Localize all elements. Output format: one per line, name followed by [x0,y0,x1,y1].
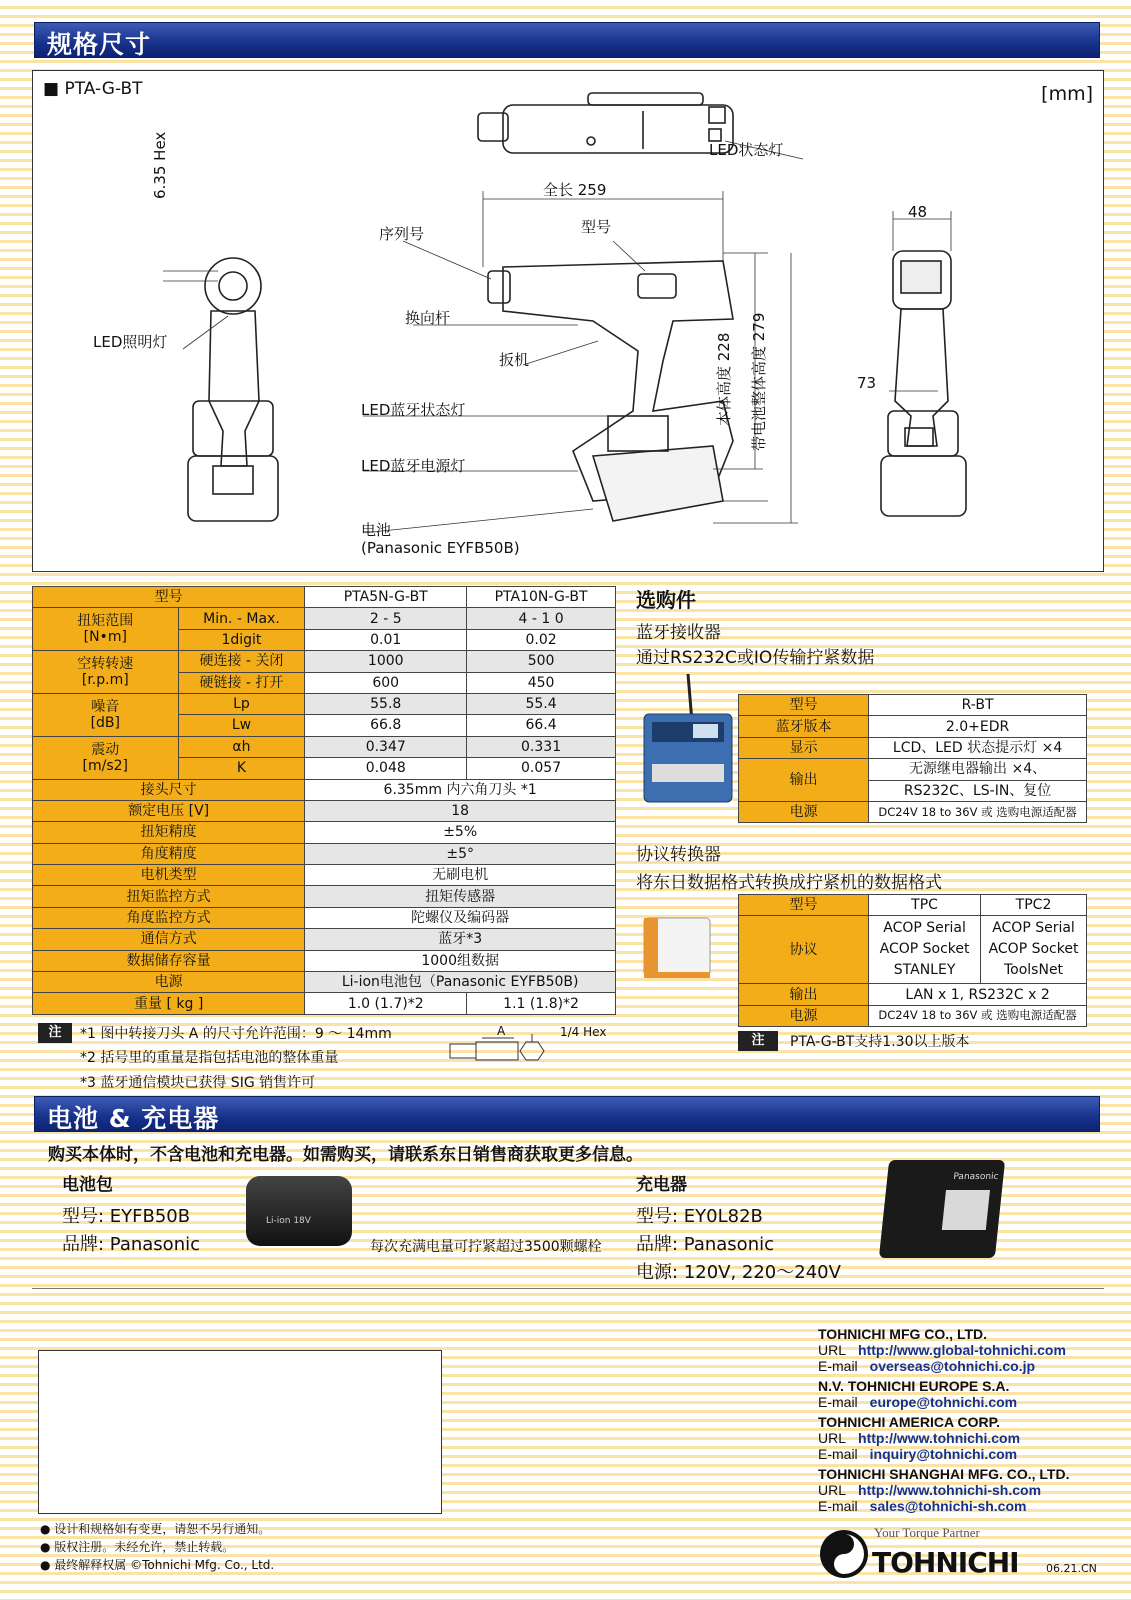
battery-pack-desc: 每次充满电量可拧紧超过3500颗螺栓 [370,1239,602,1255]
url-japan[interactable]: http://www.global-tohnichi.com [858,1342,1066,1358]
table-cell: LCD、LED 状态提示灯 ×4 [869,737,1087,758]
table-cell: 扭矩范围 [N•m] [33,608,179,651]
table-cell: 蓝牙*3 [305,929,616,950]
table-cell: 无刷电机 [305,865,616,886]
email-europe[interactable]: europe@tohnichi.com [869,1394,1018,1410]
table-cell: 1.0 (1.7)*2 [305,993,467,1014]
table-cell: ±5% [305,822,616,843]
table-cell: 输出 [739,984,869,1005]
converter-table [738,894,1087,1027]
dim-width: 48 [908,203,928,221]
table-cell: 扭矩监控方式 [33,886,305,907]
bit-label-hex: 1/4 Hex [560,1025,607,1039]
table-cell: DC24V 18 to 36V 或 选购电源适配器 [869,801,1087,822]
dealer-stamp-box [38,1350,442,1514]
callout-serial: 序列号 [379,225,425,243]
charger-model: 型号: EY0L82B [636,1206,763,1227]
callout-bt-status: LED蓝牙状态灯 [361,401,466,419]
options-title: 选购件 [636,588,696,612]
table-cell: 55.8 [305,693,467,714]
table-cell: 4 - 1 0 [467,608,616,629]
email-shanghai[interactable]: sales@tohnichi-sh.com [869,1498,1027,1514]
dim-length: 全长 259 [543,181,607,199]
table-cell: 输出 [739,759,869,802]
table-cell: 66.4 [467,715,616,736]
table-cell: 陀螺仪及编码器 [305,907,616,928]
charger-brand: 品牌: Panasonic [636,1234,774,1255]
th-model: 型号 [33,587,305,608]
callout-battery: 电池 [361,521,392,539]
table-cell: ±5° [305,843,616,864]
tool-drawing [33,71,1103,571]
note-1: *1 图中转接刀头 A 的尺寸允许范围：9 ～ 14mm [80,1026,392,1042]
table-cell: 450 [467,672,616,693]
battery-pack-model: 型号: EYFB50B [62,1206,191,1227]
dim-height: 本体高度 228 [715,332,733,426]
table-cell: 电源 [739,801,869,822]
table-cell: 空转转速 [r.p.m] [33,651,179,694]
spec-section-header: 规格尺寸 [34,22,1100,58]
footer-note-1: ● 设计和规格如有变更，请恕不另行通知。 [40,1522,271,1536]
doc-code: 06.21.CN [1046,1562,1097,1575]
dim-73: 73 [857,374,877,392]
table-cell: 1digit [178,629,305,650]
table-cell: 角度监控方式 [33,907,305,928]
table-cell: 角度精度 [33,843,305,864]
table-cell: 600 [305,672,467,693]
table-cell: 震动 [m/s2] [33,736,179,779]
table-cell: 1000 [305,651,467,672]
table-cell: 扭矩精度 [33,822,305,843]
tagline: Your Torque Partner [874,1525,980,1540]
table-cell: 型号 [739,695,869,716]
options-note-tag: 注 [738,1031,778,1051]
table-cell: 显示 [739,737,869,758]
table-cell: 6.35mm 内六角刀头 *1 [305,779,616,800]
url-america[interactable]: http://www.tohnichi.com [858,1430,1021,1446]
divider [32,1288,1104,1289]
note-3: *3 蓝牙通信模块已获得 SIG 销售许可 [80,1075,316,1091]
battery-pack-title: 电池包 [62,1175,113,1195]
table-cell: TPC [869,895,981,916]
footer-note-2: ● 版权注册。未经允许，禁止转载。 [40,1540,235,1554]
table-cell: 无源继电器输出 ×4、 [869,759,1087,780]
table-cell: 协议 [739,916,869,984]
table-cell: 型号 [739,895,869,916]
table-cell: 蓝牙版本 [739,716,869,737]
charger-image: Panasonic [879,1160,1005,1258]
table-cell: 1000组数据 [305,950,616,971]
url-shanghai[interactable]: http://www.tohnichi-sh.com [858,1482,1042,1498]
converter-desc: 将东日数据格式转换成拧紧机的数据格式 [636,873,942,893]
contact-europe: N.V. TOHNICHI EUROPE S.A. E-mail europe@tohnichi.com [818,1378,1018,1410]
table-cell: 电源 [739,1005,869,1026]
table-cell: 500 [467,651,616,672]
table-cell: LAN x 1, RS232C x 2 [869,984,1087,1005]
battery-pack-image: Li-ion 18V [246,1176,352,1246]
battery-notice: 购买本体时，不含电池和充电器。如需购买，请联系东日销售商获取更多信息。 [48,1145,643,1165]
th-pta5n: PTA5N-G-BT [305,587,467,608]
options-note: PTA-G-BT支持1.30以上版本 [790,1034,970,1050]
unit-label: [mm] [1041,83,1093,105]
table-cell: ACOP Serial ACOP Socket STANLEY [869,916,981,984]
table-cell: 1.1 (1.8)*2 [467,993,616,1014]
email-japan[interactable]: overseas@tohnichi.co.jp [869,1358,1036,1374]
table-cell: 0.02 [467,629,616,650]
model-label: ■ PTA-G-BT [43,79,143,99]
battery-pack-brand: 品牌: Panasonic [62,1234,200,1255]
receiver-desc: 通过RS232C或IO传输拧紧数据 [636,648,875,668]
bit-label-a: A [497,1024,506,1038]
table-cell: K [178,758,305,779]
table-cell: 66.8 [305,715,467,736]
table-cell: 扭矩传感器 [305,886,616,907]
table-cell: DC24V 18 to 36V 或 选购电源适配器 [869,1005,1087,1026]
table-cell: 0.048 [305,758,467,779]
table-cell: 噪音 [dB] [33,693,179,736]
receiver-image [638,672,738,807]
table-cell: 重量 [ kg ] [33,993,305,1014]
tohnichi-logo-icon [818,1528,870,1580]
dimension-drawing-panel [32,70,1104,572]
table-cell: 电机类型 [33,865,305,886]
dim-height-battery: 带电池整体高度 279 [750,312,768,451]
callout-model: 型号 [581,218,612,236]
converter-image [640,912,715,984]
charger-title: 充电器 [636,1175,687,1195]
notes-tag: 注 [38,1023,72,1043]
dim-hex: 6.35 Hex [151,131,169,199]
battery-section-header: 电池 & 充电器 [34,1096,1100,1132]
table-cell: 硬连接 - 关闭 [178,651,305,672]
table-cell: 2.0+EDR [869,716,1087,737]
table-cell: Lp [178,693,305,714]
receiver-table [738,694,1087,823]
table-cell: TPC2 [981,895,1087,916]
table-cell: αh [178,736,305,757]
table-cell: 0.057 [467,758,616,779]
table-cell: 硬链接 - 打开 [178,672,305,693]
table-cell: Min. - Max. [178,608,305,629]
contact-america: TOHNICHI AMERICA CORP. URL http://www.tohnichi.com E-mail inquiry@tohnichi.com [818,1414,1021,1462]
table-cell: 2 - 5 [305,608,467,629]
table-cell: 18 [305,800,616,821]
table-cell: 0.331 [467,736,616,757]
table-cell: 接头尺寸 [33,779,305,800]
table-cell: RS232C、LS-IN、复位 [869,780,1087,801]
callout-led-light: LED照明灯 [93,333,168,351]
receiver-name: 蓝牙接收器 [636,623,721,643]
contact-shanghai: TOHNICHI SHANGHAI MFG. CO., LTD. URL http://www.tohnichi-sh.com E-mail sales@tohnichi-sh.com [818,1466,1070,1514]
table-cell: 电源 [33,972,305,993]
email-america[interactable]: inquiry@tohnichi.com [869,1446,1018,1462]
charger-power: 电源: 120V, 220～240V [636,1262,841,1283]
callout-bt-power: LED蓝牙电源灯 [361,457,466,475]
table-cell: Lw [178,715,305,736]
note-2: *2 括号里的重量是指包括电池的整体重量 [80,1050,339,1066]
callout-trigger: 扳机 [499,351,530,369]
callout-reverse: 换向杆 [405,309,451,327]
footer-note-3: ● 最终解释权属 ©Tohnichi Mfg. Co., Ltd. [40,1558,275,1572]
table-cell: Li-ion电池包（Panasonic EYFB50B) [305,972,616,993]
table-cell: 55.4 [467,693,616,714]
table-cell: 0.347 [305,736,467,757]
callout-led-status: LED状态灯 [709,141,784,159]
table-cell: 额定电压 [V] [33,800,305,821]
spec-table [32,586,616,1015]
table-cell: ACOP Serial ACOP Socket ToolsNet [981,916,1087,984]
table-cell: 数据储存容量 [33,950,305,971]
table-cell: 通信方式 [33,929,305,950]
converter-name: 协议转换器 [636,845,721,865]
table-cell: 0.01 [305,629,467,650]
th-pta10n: PTA10N-G-BT [467,587,616,608]
table-cell: R-BT [869,695,1087,716]
callout-battery-model: (Panasonic EYFB50B) [361,539,520,557]
brand-name: TOHNICHI [872,1546,1019,1579]
contact-japan: TOHNICHI MFG CO., LTD. URL http://www.global-tohnichi.com E-mail overseas@tohnichi.co.jp [818,1326,1066,1374]
